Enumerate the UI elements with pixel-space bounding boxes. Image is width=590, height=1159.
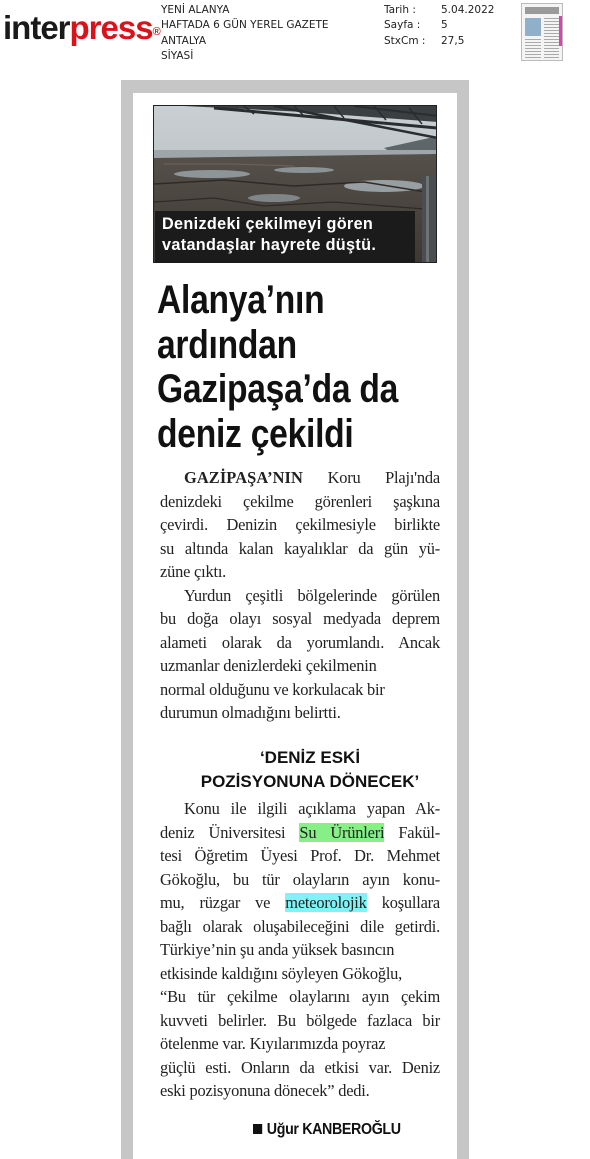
headline-line: Alanya’nın: [157, 278, 325, 322]
body-line: [160, 821, 440, 845]
body-text: deniz Üniversitesi: [160, 822, 300, 842]
headline-line: ardından: [157, 322, 297, 367]
body-line: bu doğa olayı sosyal medyada deprem: [160, 609, 440, 628]
body-line: durumun olmadığını belirtti.: [160, 703, 341, 722]
interpress-logo: [3, 8, 160, 48]
body-line: etkisinde kaldığını söyleyen Gökoğlu,: [160, 963, 403, 983]
thumbnail-text-column: [544, 18, 559, 58]
subheading-line: POZİSYONUNA DÖNECEK’: [200, 771, 420, 791]
body-line: çevirdi. Denizin çekilmesiyle birlikte: [160, 515, 440, 534]
body-line: Gökoğlu, bu tür olayların ayın konu-: [160, 869, 440, 889]
body-text: mu, rüzgar ve: [160, 893, 286, 912]
headline-line: deniz çekildi: [157, 411, 354, 456]
byline-square-icon: [253, 1124, 262, 1134]
body-text: Fakül-: [384, 822, 440, 842]
stxcm-value: 27,5: [441, 34, 465, 47]
date-label: Tarih :: [384, 4, 416, 16]
body-line: alameti olarak da yorumlandı. Ancak: [160, 632, 440, 652]
date-value: 5.04.2022: [441, 4, 495, 16]
page-label: Sayfa :: [384, 19, 421, 32]
body-line: ötelenme var. Kıyılarımızda poyraz: [160, 1034, 386, 1053]
body-line: Türkiye’nin şu anda yüksek basıncın: [160, 940, 395, 959]
body-line: uzmanlar denizlerdeki çekilmenin: [160, 656, 377, 675]
page-thumbnail[interactable]: [521, 3, 563, 61]
body-line: denizdeki çekilme görenleri şaşkına: [160, 491, 440, 511]
body-line: bağlı olarak oluşabileceğini dile getirdi.: [160, 916, 440, 936]
article-byline: [253, 1121, 401, 1139]
publication-city: ANTALYA: [161, 34, 207, 47]
thumbnail-masthead: [525, 7, 559, 14]
headline-line: Gazipaşa’da da: [157, 367, 399, 412]
body-line: [160, 891, 440, 915]
body-line: [160, 466, 440, 490]
body-line: eski pozisyonuna dönecek” dedi.: [160, 1081, 370, 1100]
caption-line: vatandaşlar hayrete düştü.: [162, 236, 377, 254]
body-text: Koru Plajı'nda: [302, 468, 440, 487]
body-line: Konu ile ilgili açıklama yapan Ak-: [184, 799, 440, 818]
article-subheading: [160, 746, 440, 793]
thumbnail-photo: [525, 18, 541, 36]
caption-line: Denizdeki çekilmeyi gören: [162, 215, 374, 233]
body-line: su altında kalan kayalıklar da gün yü-: [160, 538, 440, 558]
body-line: Yurdun çeşitli bölgelerinde görülen: [184, 585, 440, 605]
body-line: züne çıktı.: [160, 562, 227, 581]
body-line: kuvveti belirler. Bu bölgede fazlaca bir: [160, 1010, 440, 1030]
logo-text-press: press: [69, 9, 153, 46]
body-line: güçlü esti. Onların da etkisi var. Deniz: [160, 1057, 440, 1077]
page-value: 5: [441, 19, 448, 32]
body-line: “Bu tür çekilme olaylarını ayın çekim: [160, 987, 440, 1006]
meta-values: [441, 3, 494, 49]
logo-text-inter: inter: [3, 9, 70, 46]
subheading-line: ‘DENİZ ESKİ: [259, 748, 361, 767]
author-name: Uğur KANBEROĞLU: [266, 1121, 401, 1138]
meta-labels: [384, 3, 425, 49]
registered-mark: ®: [152, 26, 160, 38]
body-line: tesi Öğretim Üyesi Prof. Dr. Mehmet: [160, 846, 440, 865]
thumbnail-text-column: [525, 39, 541, 58]
publication-frequency: HAFTADA 6 GÜN YEREL GAZETE: [161, 19, 329, 32]
article-body-part2: [160, 797, 440, 1103]
highlighted-keyword: meteorolojik: [285, 893, 367, 912]
publication-name: YENİ ALANYA: [161, 4, 230, 16]
publication-category: SİYASİ: [161, 49, 194, 62]
photo-caption: [155, 211, 415, 263]
thumbnail-highlight-marker: [559, 16, 563, 46]
article-headline: [157, 278, 409, 456]
article-body-part1: [160, 466, 440, 725]
body-line: normal olduğunu ve korkulacak bir: [160, 679, 385, 699]
body-text: koşullara: [366, 893, 440, 912]
stxcm-label: StxCm :: [384, 34, 426, 47]
highlighted-keyword: Su Ürünleri: [299, 822, 385, 842]
lead-word: GAZİPAŞA’NIN: [184, 468, 303, 487]
publication-info: [161, 3, 329, 64]
